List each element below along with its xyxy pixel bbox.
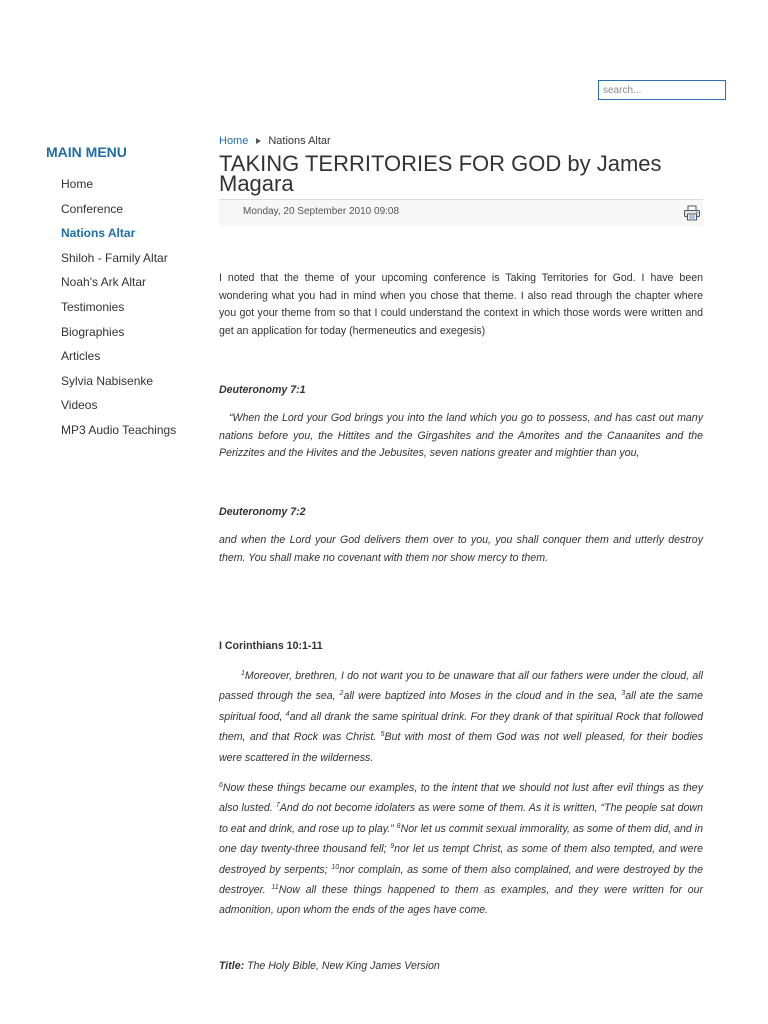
search-input[interactable] [598,80,726,100]
verse-number: 2 [339,690,344,698]
verse-number: 4 [285,710,290,718]
breadcrumb-home-link[interactable]: Home [219,135,249,147]
menu-item-videos[interactable]: Videos [61,398,98,413]
menu-item-shiloh-family-altar[interactable]: Shiloh - Family Altar [61,250,168,265]
verse-number: 1 [241,670,245,677]
verse-number: 5 [380,731,385,739]
menu-item-conference[interactable]: Conference [61,201,124,216]
verse-number: 9 [390,843,395,851]
verse-text: Now all these things happened to them as examples, and they were written for our admonition, upon whom the ends of the ages have come. [219,884,704,917]
verse-number: 10 [331,863,340,871]
scripture-ref-deut-7-2: Deuteronomy 7:2 [219,506,306,518]
verse-text: nor let us tempt Christ, as some of them also tempted, and were destroyed by serpents; [219,843,703,876]
verse-1-cor-10-1-5 [219,666,703,768]
main-menu-list [46,172,196,443]
verse-number: 11 [271,884,279,892]
menu-item-biographies[interactable]: Biographies [61,324,125,339]
verse-text: nor complain, as some of them also complained, and were destroyed by the destroyer. [219,863,703,897]
verse-text: And do not become idolaters as were some of them. As it is written, “The people sat down to eat and drink, and rose up to play.” [219,802,703,835]
verse-text: Nor let us commit sexual immorality, as some of them did, and in one day twenty-three thousand fell; [219,822,703,856]
verse-number: 8 [396,822,401,830]
verse-text: Moreover, brethren, I do not want you to be unaware that all our fathers were under the cloud, all passed through the sea, [219,670,703,703]
verse-deut-7-1: “When the Lord your God brings you into the land which you go to possess, and has cast out many nations before you, the Hittites and the Girgashites and the Amorites and the Canaanites and the Perizzites and the Hivites and the Jebusites, seven nations greater and mightier than you, [219,412,703,459]
printer-icon[interactable] [683,205,701,221]
scripture-ref-deut-7-1: Deuteronomy 7:1 [219,384,306,396]
breadcrumb-current: Nations Altar [268,135,331,147]
article-title: TAKING TERRITORIES FOR GOD by James Magara [219,151,662,196]
menu-item-sylvia-nabisenke[interactable]: Sylvia Nabisenke [61,373,154,388]
menu-item-articles[interactable]: Articles [61,349,101,364]
verse-1-cor-10-6-11 [219,778,703,921]
source-text: The Holy Bible, New King James Version [244,960,440,972]
main-menu-title: MAIN MENU [46,144,127,160]
breadcrumb-arrow-icon [256,138,261,144]
scripture-ref-1-cor-10: I Corinthians 10:1-11 [219,640,323,652]
verse-text: But with most of them God was not well pleased, for their bodies were scattered in the wilderness. [219,731,703,764]
verse-text: all ate the same spiritual food, [219,690,703,723]
breadcrumb [219,135,331,147]
verse-text: and all drank the same spiritual drink. For they drank of that spiritual Rock that followed them, and that Rock was Christ. [219,710,704,744]
verse-number: 6 [219,782,223,789]
verse-text: all were baptized into Moses in the cloud and in the sea, [343,690,622,703]
verse-text: Now these things became our examples, to the intent that we should not lust after evil things as they also lusted. [219,782,703,815]
article-date: Monday, 20 September 2010 09:08 [243,206,400,217]
menu-item-noahs-ark-altar[interactable]: Noah's Ark Altar [61,275,146,290]
verse-number: 7 [275,802,280,810]
verse-deut-7-2: and when the Lord your God delivers them over to you, you shall conquer them and utterly destroy them. You shall make no covenant with them nor show mercy to them. [219,534,703,564]
source-citation [219,958,703,976]
main-menu [46,144,196,443]
intro-paragraph: I noted that the theme of your upcoming conference is Taking Territories for God. I have been wondering what you had in mind when you chose that theme. I also read through the chapter where you got your theme from so that I could understand the context in which those words were written and get an application for today (hermeneutics and exegesis) [219,272,703,337]
source-label: Title: [219,960,245,972]
menu-item-testimonies[interactable]: Testimonies [61,299,125,314]
verse-number: 3 [621,690,626,698]
article-meta-bar [219,200,703,226]
menu-item-mp3-audio-teachings[interactable]: MP3 Audio Teachings [61,422,177,437]
menu-item-home[interactable]: Home [61,177,94,191]
menu-item-nations-altar[interactable]: Nations Altar [61,226,136,241]
